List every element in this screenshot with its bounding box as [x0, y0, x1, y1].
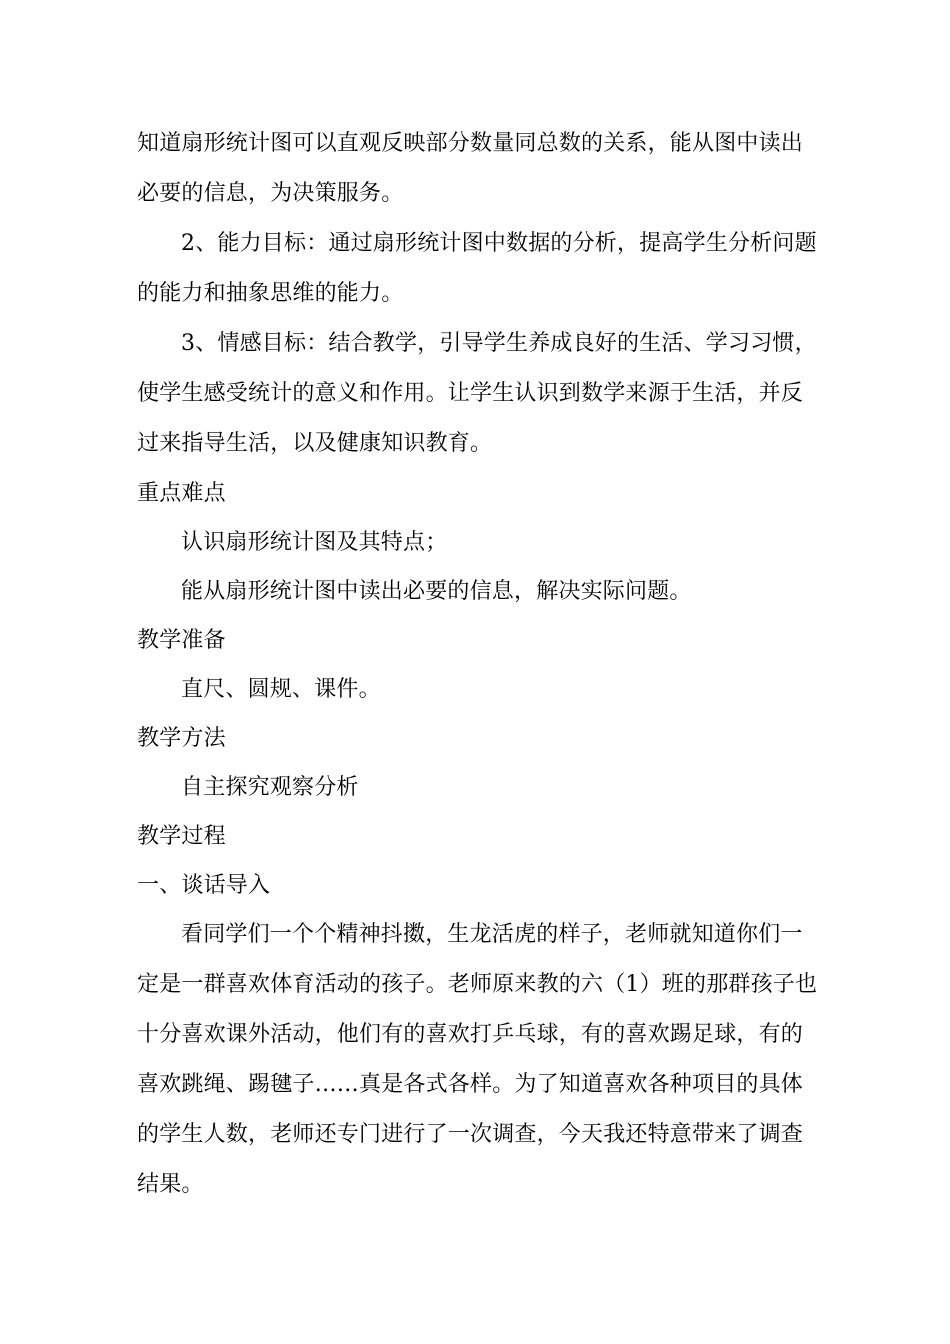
key-point-item: 认识扇形统计图及其特点；	[181, 530, 448, 555]
method-body: 自主探究观察分析	[181, 775, 359, 800]
text-line: 2、能力目标：通过扇形统计图中数据的分析，提高学生分析问题	[181, 231, 817, 256]
paragraph-ability-goal	[137, 224, 817, 324]
text-line: 定是一群喜欢体育活动的孩子。老师原来教的六（1）班的那群孩子也	[137, 972, 818, 997]
paragraph-emotion-goal	[137, 324, 817, 474]
text-line: 过来指导生活，以及健康知识教育。	[137, 431, 493, 456]
text-line: 必要的信息，为决策服务。	[137, 181, 404, 206]
text-line: 的能力和抽象思维的能力。	[137, 281, 404, 306]
text-line: 喜欢跳绳、踢毽子……真是各式各样。为了知道喜欢各种项目的具体	[137, 1072, 804, 1097]
text-line: 十分喜欢课外活动，他们有的喜欢打乒乓球，有的喜欢踢足球，有的	[137, 1022, 804, 1047]
heading-preparation: 教学准备	[137, 628, 226, 653]
subheading-intro: 一、谈话导入	[137, 873, 271, 898]
preparation-body: 直尺、圆规、课件。	[181, 677, 381, 702]
text-line: 看同学们一个个精神抖擞，生龙活虎的样子，老师就知道你们一	[181, 922, 803, 947]
text-line: 知道扇形统计图可以直观反映部分数量同总数的关系，能从图中读出	[137, 131, 804, 156]
heading-method: 教学方法	[137, 726, 226, 751]
paragraph-knowledge-goal	[137, 124, 817, 224]
text-line: 使学生感受统计的意义和作用。让学生认识到数学来源于生活，并反	[137, 381, 804, 406]
text-line: 3、情感目标：结合教学，引导学生养成良好的生活、学习习惯，	[181, 331, 817, 356]
heading-key-points: 重点难点	[137, 481, 226, 506]
paragraph-intro	[137, 915, 817, 1215]
document-body	[137, 124, 817, 1215]
heading-process: 教学过程	[137, 824, 226, 849]
key-point-item: 能从扇形统计图中读出必要的信息，解决实际问题。	[181, 579, 692, 604]
text-line: 的学生人数，老师还专门进行了一次调查，今天我还特意带来了调查	[137, 1122, 804, 1147]
text-line: 结果。	[137, 1172, 204, 1197]
